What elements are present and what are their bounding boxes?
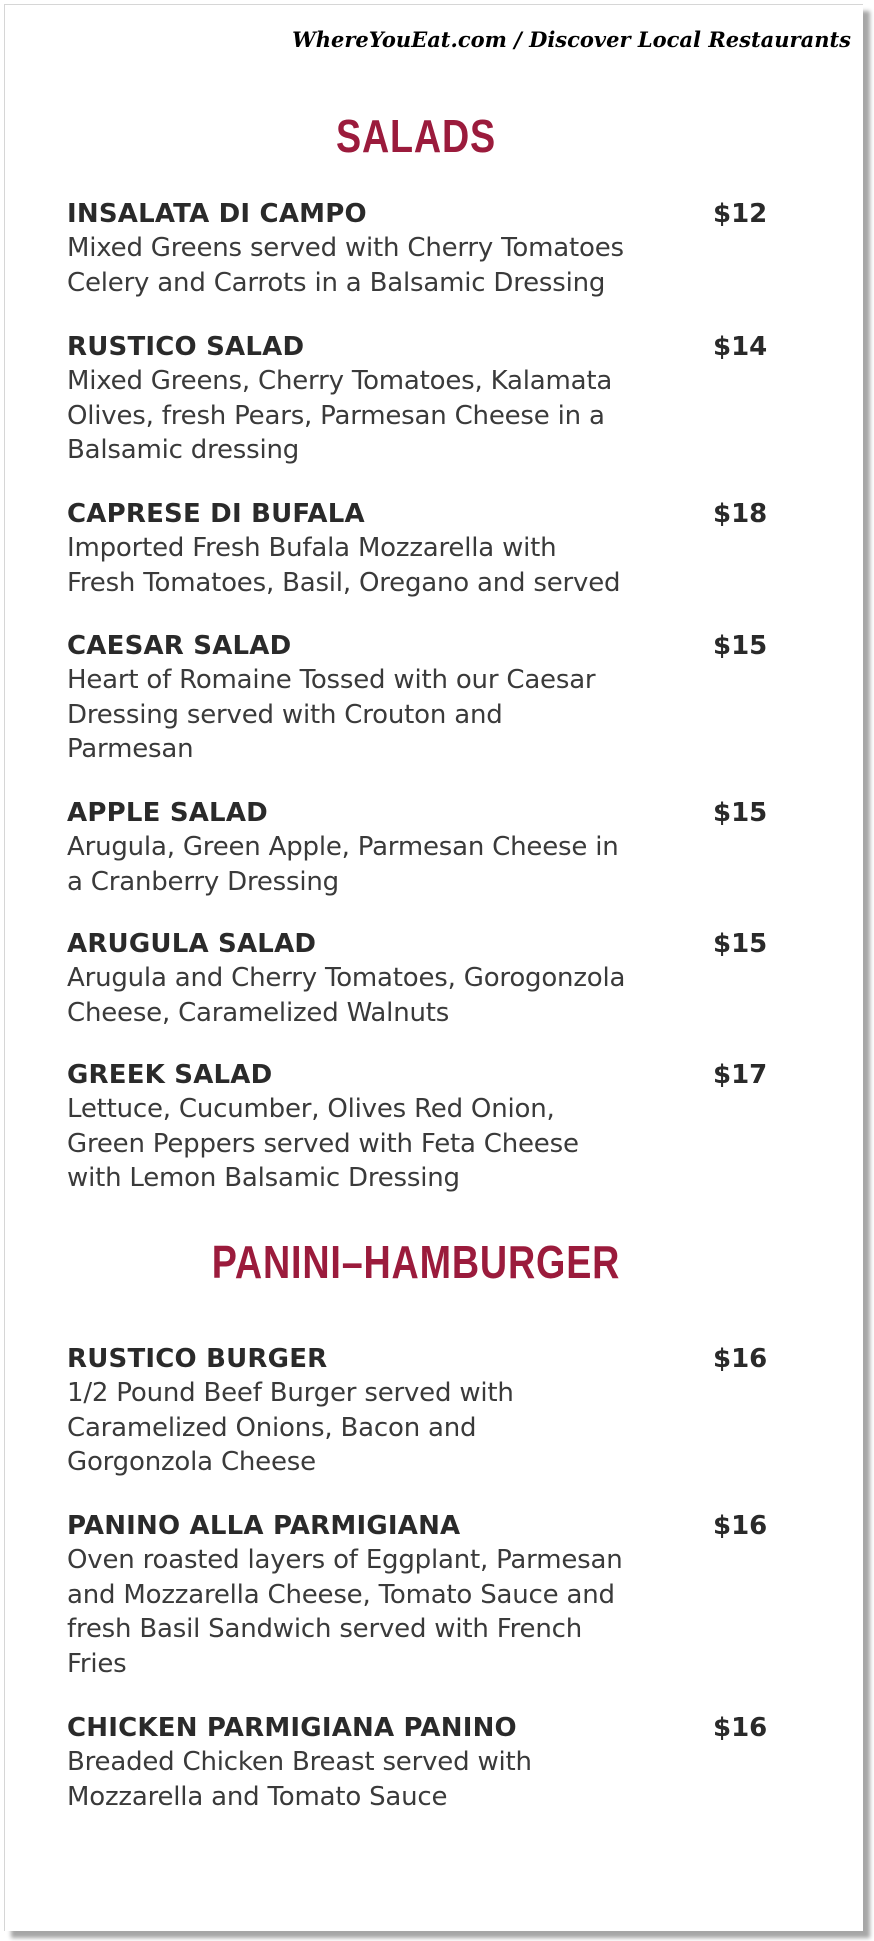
section-title-panini-hamburger: PANINI–HAMBURGER — [211, 1236, 621, 1288]
menu-page — [4, 4, 863, 1931]
item-name: RUSTICO SALAD — [67, 332, 305, 362]
section-title-salads: SALADS — [335, 110, 497, 162]
item-description: Lettuce, Cucumber, Olives Red Onion, Green Peppers served with Feta Cheese with Lemon Balsamic Dressing — [67, 1094, 579, 1193]
item-description: Oven roasted layers of Eggplant, Parmesan and Mozzarella Cheese, Tomato Sauce and fresh Basil Sandwich served with French Fries — [67, 1545, 623, 1679]
menu-item — [67, 497, 777, 600]
menu-item — [67, 1509, 777, 1681]
item-description: 1/2 Pound Beef Burger served with Caramelized Onions, Bacon and Gorgonzola Cheese — [67, 1378, 514, 1477]
item-description: Breaded Chicken Breast served with Mozzarella and Tomato Sauce — [67, 1747, 532, 1812]
item-name: APPLE SALAD — [67, 798, 268, 828]
item-price: $14 — [713, 332, 768, 362]
item-description: Arugula and Cherry Tomatoes, Gorogonzola Cheese, Caramelized Walnuts — [67, 963, 626, 1028]
item-name: CAESAR SALAD — [67, 631, 292, 661]
item-name: INSALATA DI CAMPO — [67, 199, 367, 229]
item-description: Mixed Greens served with Cherry Tomatoes Celery and Carrots in a Balsamic Dressing — [67, 233, 624, 298]
item-description: Heart of Romaine Tossed with our Caesar Dressing served with Crouton and Parmesan — [67, 665, 596, 764]
item-name: RUSTICO BURGER — [67, 1344, 328, 1374]
site-header: WhereYouEat.com / Discover Local Restaurants — [292, 27, 851, 52]
item-price: $12 — [713, 199, 768, 229]
menu-item — [67, 1342, 777, 1480]
item-price: $17 — [713, 1060, 768, 1090]
menu-item — [67, 927, 777, 1030]
item-description: Arugula, Green Apple, Parmesan Cheese in a Cranberry Dressing — [67, 832, 619, 897]
item-price: $16 — [713, 1713, 768, 1743]
item-price: $15 — [713, 631, 768, 661]
item-name: GREEK SALAD — [67, 1060, 273, 1090]
item-price: $15 — [713, 929, 768, 959]
item-price: $16 — [713, 1344, 768, 1374]
menu-item — [67, 629, 777, 767]
item-price: $15 — [713, 798, 768, 828]
item-name: ARUGULA SALAD — [67, 929, 317, 959]
item-price: $18 — [713, 499, 768, 529]
item-description: Mixed Greens, Cherry Tomatoes, Kalamata Olives, fresh Pears, Parmesan Cheese in a Balsamic dressing — [67, 366, 613, 465]
item-name: PANINO ALLA PARMIGIANA — [67, 1511, 461, 1541]
menu-item — [67, 1058, 777, 1196]
menu-item — [67, 330, 777, 468]
menu-item — [67, 1711, 777, 1814]
item-price: $16 — [713, 1511, 768, 1541]
item-description: Imported Fresh Bufala Mozzarella with Fresh Tomatoes, Basil, Oregano and served — [67, 533, 621, 598]
item-name: CAPRESE DI BUFALA — [67, 499, 365, 529]
menu-item — [67, 796, 777, 899]
menu-item — [67, 197, 777, 300]
item-name: CHICKEN PARMIGIANA PANINO — [67, 1713, 517, 1743]
